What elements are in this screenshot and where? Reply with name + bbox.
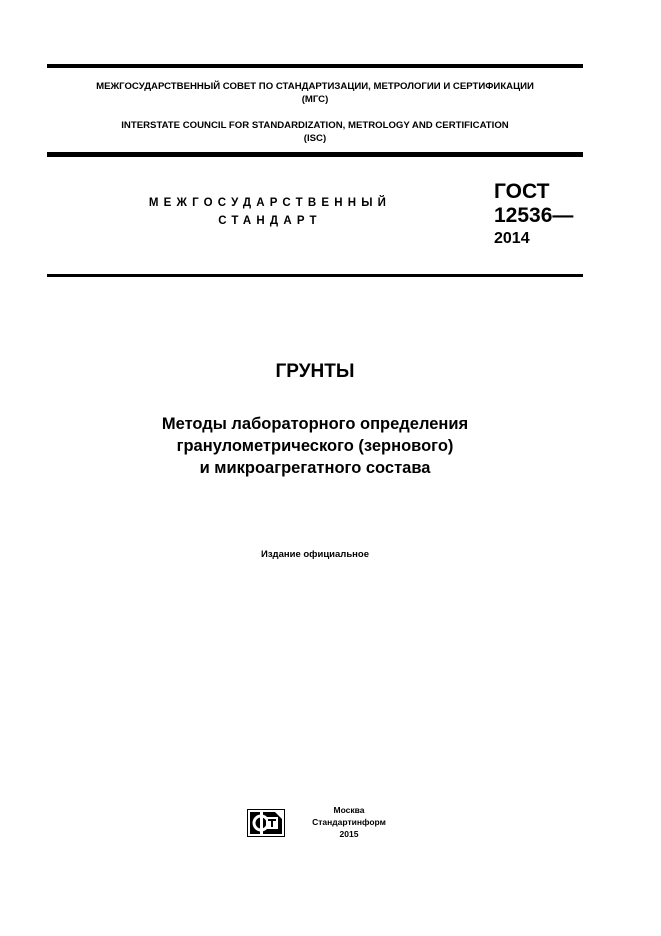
document-subtitle <box>0 413 630 479</box>
edition-note: Издание официальное <box>261 549 369 560</box>
council-en-abbr: (ISC) <box>303 133 327 144</box>
gost-number: 12536— <box>494 204 574 227</box>
council-ru <box>47 80 583 106</box>
gost-word: ГОСТ <box>494 180 550 203</box>
gost-designation <box>494 180 573 250</box>
publisher-year: 2015 <box>339 829 359 839</box>
bottom-rule <box>47 274 583 277</box>
council-en-name: INTERSTATE COUNCIL FOR STANDARDIZATION, METROLOGY AND CERTIFICATION <box>121 120 509 131</box>
publisher <box>306 804 392 840</box>
council-ru-name: МЕЖГОСУДАРСТВЕННЫЙ СОВЕТ ПО СТАНДАРТИЗАЦИИ, МЕТРОЛОГИИ И СЕРТИФИКАЦИИ <box>96 81 534 92</box>
publisher-name: Стандартинформ <box>312 817 386 827</box>
middle-rule <box>47 152 583 157</box>
gost-year: 2014 <box>494 230 530 247</box>
council-ru-abbr: (МГС) <box>301 94 329 105</box>
standartinform-logo-icon <box>247 809 285 837</box>
standard-kind-line1: МЕЖГОСУДАРСТВЕННЫЙ <box>148 197 392 209</box>
document-title: ГРУНТЫ <box>275 361 355 382</box>
subtitle-line2: гранулометрического (зернового) <box>176 437 454 455</box>
subtitle-line1: Методы лабораторного определения <box>161 415 469 433</box>
council-en <box>47 119 583 145</box>
top-rule <box>47 64 583 68</box>
standard-kind-line2: СТАНДАРТ <box>218 215 322 227</box>
publisher-city: Москва <box>333 805 365 815</box>
standard-kind <box>130 194 410 230</box>
subtitle-line3: и микроагрегатного состава <box>199 459 431 477</box>
